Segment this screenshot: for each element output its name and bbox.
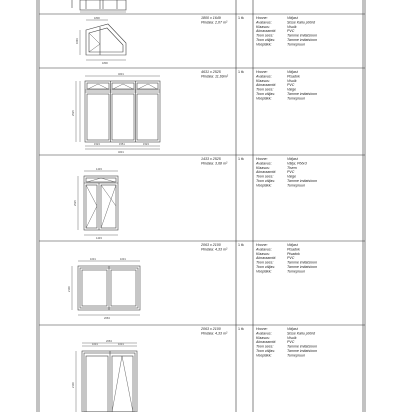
spec-value: Vidjast bbox=[287, 243, 298, 247]
spec-key: Hoone: bbox=[256, 70, 268, 74]
w1-dim-side: 1649 bbox=[76, 38, 79, 44]
spec-value: Sisse Kallu pöörd bbox=[287, 331, 315, 336]
spec-key: Toon sees: bbox=[256, 174, 274, 179]
spec-key: Avatavus: bbox=[256, 247, 272, 252]
spec-key: Avatavus: bbox=[256, 331, 272, 336]
spec-value: Valge bbox=[287, 174, 297, 179]
window-drawing-1 bbox=[80, 20, 126, 60]
spec-quantity: 1 tk bbox=[238, 70, 244, 74]
spec-value: PVC bbox=[287, 29, 295, 34]
spec-value: Tamme imitatsioon bbox=[287, 33, 318, 38]
spec-value: Pisadok bbox=[287, 74, 300, 79]
spec-area: Pindala: 11,69m² bbox=[201, 74, 228, 79]
spec-key: Aknaraamid: bbox=[256, 256, 277, 261]
w4-dim-top-1: 1031 bbox=[90, 258, 96, 261]
window-drawing-2 bbox=[76, 76, 160, 149]
spec-value: Tamme imitatsioon bbox=[287, 344, 318, 349]
spec-key: Toon väljas: bbox=[256, 179, 276, 183]
spec-value: Visuik bbox=[287, 78, 297, 83]
spec-dimensions: 2063 x 2100 bbox=[201, 243, 221, 247]
spec-area: Pindala: 4,33 m² bbox=[201, 247, 228, 252]
w1-dim-bottom: 1800 bbox=[102, 62, 108, 65]
spec-key: Aknaraamid: bbox=[256, 340, 277, 345]
spec-area: Pindala: 3,68 m² bbox=[201, 161, 228, 166]
spec-value: Vidjast bbox=[287, 70, 298, 74]
spec-value: Välja; Pöörd bbox=[287, 161, 307, 166]
w2-dim-side: 2525 bbox=[72, 110, 75, 116]
spec-value: Tamme imitatsioon bbox=[287, 349, 318, 353]
spec-area: Pindala: 2,07 m² bbox=[201, 20, 228, 25]
spec-key: Toon väljas: bbox=[256, 349, 276, 353]
spec-value: PVC bbox=[287, 256, 295, 261]
spec-key: Toon väljas: bbox=[256, 38, 276, 42]
spec-key: Veepläkk: bbox=[256, 353, 272, 358]
spec-key: Aknaraamid: bbox=[256, 29, 277, 34]
spec-key: Avatavus: bbox=[256, 20, 272, 25]
spec-quantity: 1 tk bbox=[238, 16, 244, 20]
window-drawing-5 bbox=[76, 343, 137, 412]
spec-key: Aknaraamid: bbox=[256, 83, 277, 88]
spec-value: Tamme imitatsioon bbox=[287, 38, 318, 42]
spec-value: Visuik bbox=[287, 24, 297, 29]
spec-value: PVC bbox=[287, 340, 295, 345]
spec-value: Tumepruun bbox=[287, 96, 306, 101]
spec-value: Sisse Kallu pöörd bbox=[287, 20, 315, 25]
w2-dim-part-1: 1523 bbox=[94, 143, 100, 146]
spec-value: Tamme imitatsioon bbox=[287, 265, 318, 269]
w4-dim-top-2: 1031 bbox=[120, 258, 126, 261]
spec-key: Veepläkk: bbox=[256, 42, 272, 47]
spec-key: Klaasus: bbox=[256, 78, 270, 83]
spec-value: Tumepruun bbox=[287, 269, 306, 274]
spec-key: Klaasus: bbox=[256, 335, 270, 340]
w1-dim-top: 1800 bbox=[94, 17, 100, 20]
spec-value: Pisadok bbox=[287, 247, 300, 252]
spec-value: Visuik bbox=[287, 335, 297, 340]
spec-key: Toon sees: bbox=[256, 33, 274, 38]
window-drawing-4 bbox=[72, 261, 140, 315]
spec-key: Avatavus: bbox=[256, 74, 272, 79]
spec-value: Tisem bbox=[287, 165, 297, 170]
spec-key: Klaasus: bbox=[256, 165, 270, 170]
spec-dimensions: 4631 x 2525 bbox=[201, 70, 221, 74]
spec-value: Vidjast bbox=[287, 157, 298, 161]
spec-key: Klaasus: bbox=[256, 251, 270, 256]
spec-key: Hoone: bbox=[256, 157, 268, 161]
spec-value: Pisadok bbox=[287, 251, 300, 256]
spec-value: Tumepruun bbox=[287, 183, 306, 188]
spec-area: Pindala: 4,33 m² bbox=[201, 331, 228, 336]
spec-key: Avatavus: bbox=[256, 161, 272, 166]
spec-key: Toon sees: bbox=[256, 87, 274, 92]
window-drawing-0 bbox=[72, 0, 126, 12]
spec-key: Hoone: bbox=[256, 16, 268, 20]
w5-dim-top-1: 1031 bbox=[92, 343, 98, 346]
spec-key: Veepläkk: bbox=[256, 96, 272, 101]
w2-dim-part-2: 1551 bbox=[119, 143, 125, 146]
spec-value: PVC bbox=[287, 170, 295, 175]
w2-dim-top: 4631 bbox=[118, 73, 124, 76]
spec-key: Klaasus: bbox=[256, 24, 270, 29]
w3-dim-bottom: 1433 bbox=[96, 237, 102, 240]
spec-value: Tumepruun bbox=[287, 353, 306, 358]
spec-dimensions: 1800 x 1649 bbox=[201, 16, 221, 20]
spec-dimensions: 1433 x 2525 bbox=[201, 157, 221, 161]
spec-rows bbox=[200, 16, 317, 357]
w3-dim-top: 1433 bbox=[96, 168, 102, 171]
window-drawing-3 bbox=[78, 171, 118, 235]
spec-value: Valge bbox=[287, 87, 297, 92]
spec-value: Tamme imitatsioon bbox=[287, 260, 318, 265]
spec-key: Toon sees: bbox=[256, 260, 274, 265]
spec-key: Hoone: bbox=[256, 243, 268, 247]
spec-value: Tamme imitatsioon bbox=[287, 179, 318, 183]
spec-key: Veepläkk: bbox=[256, 183, 272, 188]
w4-dim-bottom: 2063 bbox=[104, 317, 110, 320]
w2-dim-bottom: 4631 bbox=[118, 151, 124, 154]
spec-key: Toon väljas: bbox=[256, 92, 276, 96]
spec-key: Aknaraamid: bbox=[256, 170, 277, 175]
spec-value: Tamme imitatsioon bbox=[287, 92, 318, 96]
spec-quantity: 1 tk bbox=[238, 327, 244, 331]
spec-key: Hoone: bbox=[256, 327, 268, 331]
spec-value: PVC bbox=[287, 83, 295, 88]
w5-dim-bottom: 2063 bbox=[106, 340, 112, 343]
w5-dim-side: 2100 bbox=[72, 382, 75, 388]
spec-key: Toon sees: bbox=[256, 344, 274, 349]
spec-dimensions: 2063 x 2100 bbox=[201, 327, 221, 331]
w4-dim-side: 2100 bbox=[68, 286, 71, 292]
w2-dim-part-3: 1523 bbox=[143, 143, 149, 146]
spec-quantity: 1 tk bbox=[238, 243, 244, 247]
spec-key: Toon väljas: bbox=[256, 265, 276, 269]
spec-value: Vidjast bbox=[287, 16, 298, 20]
w3-dim-side: 2525 bbox=[74, 200, 77, 206]
spec-key: Veepläkk: bbox=[256, 269, 272, 274]
spec-value: Vidjast bbox=[287, 327, 298, 331]
spec-value: Tumepruun bbox=[287, 42, 306, 47]
w5-dim-top-2: 1031 bbox=[118, 343, 124, 346]
spec-quantity: 1 tk bbox=[238, 157, 244, 161]
